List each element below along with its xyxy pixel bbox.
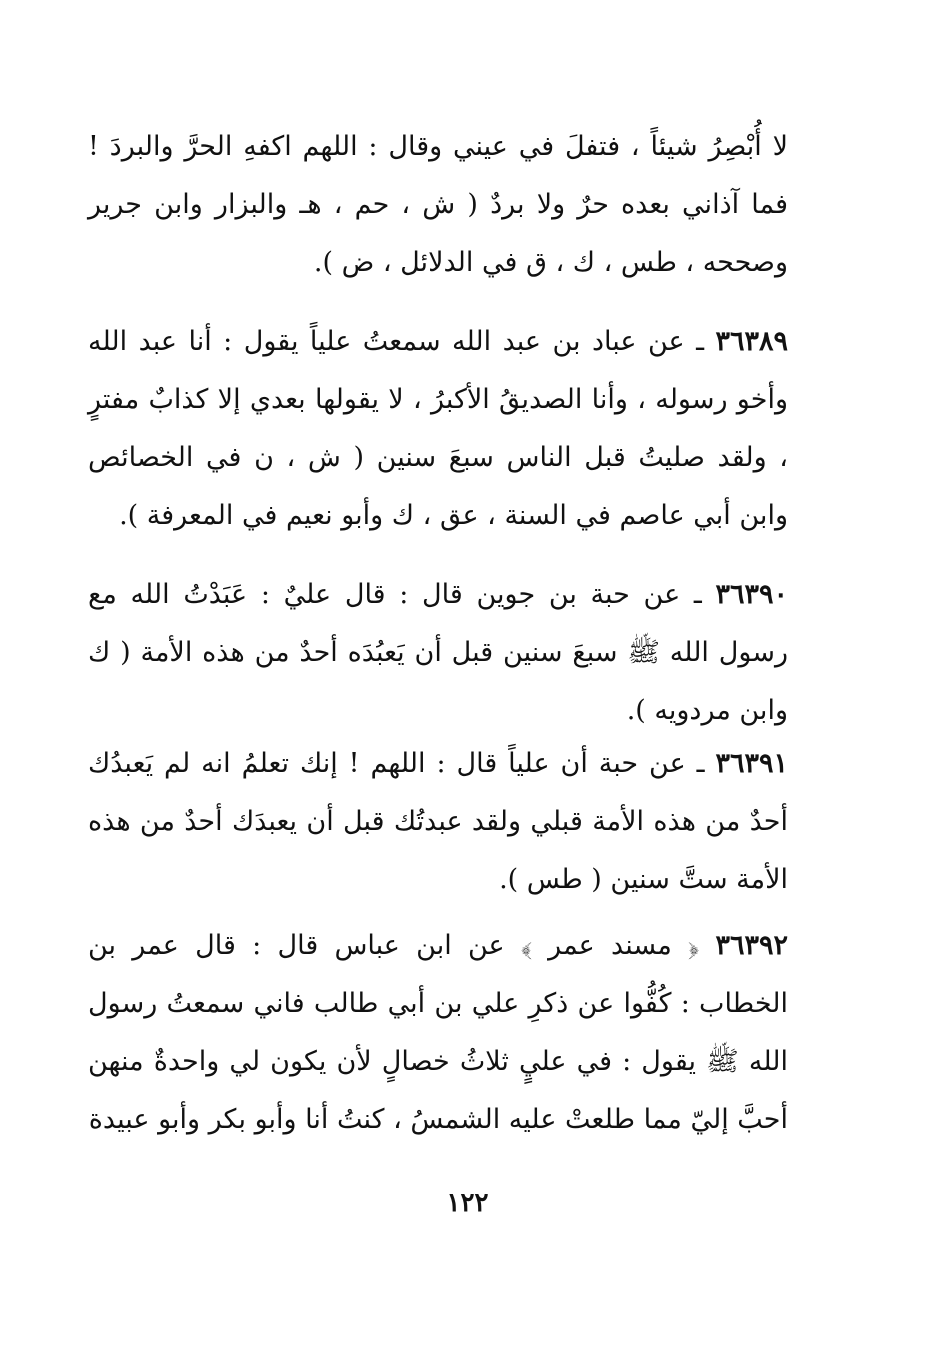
page-number: ١٢٢ — [446, 1188, 489, 1218]
hadith-number: ٣٦٣٩٠ — [715, 579, 788, 610]
paragraph-text: ـ عن حبة بن جوين قال : قال عليٌ : عَبَدْتُ الله مع رسول الله ﷺ سبعَ سنين قبل أن يَعبُدَه أحدٌ من هذه الأمة ( ك وابن مردويه ). — [88, 579, 788, 726]
paragraph — [88, 566, 788, 740]
paragraph-text: ﴿ مسند عمر ﴾ عن ابن عباس قال : قال عمر بن الخطاب : كُفُّوا عن ذكرِ علي بن أبي طالب فاني سمعتُ رسول الله ﷺ يقول : في عليٍ ثلاثُ خصالٍ لأن يكون لي واحدةٌ منهن أحبَّ إليّ مما طلعتْ عليه الشمسُ ، كنتُ أنا وأبو بكر وأبو عبيدة — [88, 930, 788, 1135]
paragraph — [88, 917, 788, 1149]
hadith-entry-36390 — [88, 566, 788, 740]
paragraph-text: ـ عن حبة أن علياً قال : اللهم ! إنك تعلمُ انه لم يَعبدُك أحدٌ من هذه الأمة قبلي ولقد عبدتُك قبل أن يعبدَك أحدٌ من هذه الأمة ستَّ سنين ( طس ). — [88, 748, 788, 895]
hadith-entry-36392 — [88, 917, 788, 1149]
paragraph — [88, 313, 788, 545]
hadith-number: ٣٦٣٩٢ — [715, 930, 788, 961]
paragraph-text: لا أُبْصِرُ شيئاً ، فتفلَ في عيني وقال : اللهم اكفهِ الحرَّ والبردَ ! فما آذاني بعده حرٌ ولا بردٌ ( ش ، حم ، هـ والبزار وابن جرير وصححه ، طس ، ك ، ق في الدلائل ، ض ). — [88, 131, 788, 278]
hadith-entry-36391 — [88, 735, 788, 909]
hadith-entry-36389 — [88, 313, 788, 545]
paragraph-continuation — [88, 118, 788, 292]
paragraph — [88, 735, 788, 909]
paragraph-text: ـ عن عباد بن عبد الله سمعتُ علياً يقول : أنا عبد الله وأخو رسوله ، وأنا الصديقُ الأكبرُ ، لا يقولها بعدي إلا كذابٌ مفترٍ ، ولقد صليتُ قبل الناس سبعَ سنين ( ش ، ن في الخصائص وابن أبي عاصم في السنة ، عق ، ك وأبو نعيم في المعرفة ). — [88, 326, 788, 531]
hadith-number: ٣٦٣٨٩ — [715, 326, 788, 357]
hadith-number: ٣٦٣٩١ — [715, 748, 788, 779]
